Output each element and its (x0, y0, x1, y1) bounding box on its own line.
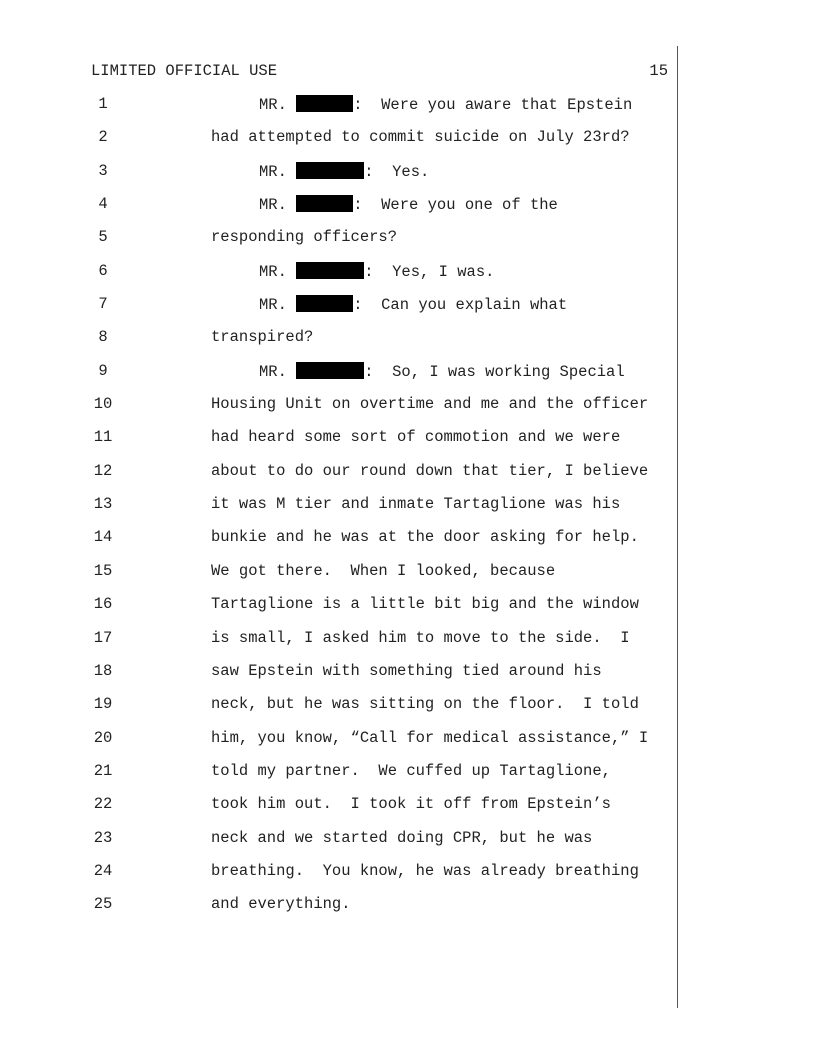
speech-text: : Yes, I was. (364, 262, 495, 281)
line-number: 11 (93, 428, 113, 447)
line-number: 2 (98, 128, 108, 147)
speaker-prefix: MR. (259, 362, 287, 381)
transcript-line (0, 629, 816, 662)
line-text: took him out. I took it off from Epstein’s (211, 795, 611, 814)
speaker-line-text (259, 362, 625, 381)
line-text: neck and we started doing CPR, but he was (211, 828, 593, 847)
speaker-prefix: MR. (259, 296, 287, 315)
line-number: 17 (93, 628, 113, 647)
transcript-line (0, 95, 816, 128)
speech-text: : So, I was working Special (364, 362, 625, 381)
transcript-line (0, 795, 816, 828)
transcript-line (0, 128, 816, 161)
speaker-line-text (259, 295, 567, 314)
line-text: it was M tier and inmate Tartaglione was his (211, 495, 621, 514)
transcript-line (0, 729, 816, 762)
classification-header: LIMITED OFFICIAL USE (91, 62, 278, 80)
line-number: 8 (98, 328, 108, 347)
speech-text: : Yes. (364, 162, 430, 181)
redaction-box (296, 295, 353, 312)
line-text: breathing. You know, he was already breathing (211, 861, 639, 880)
transcript-line (0, 462, 816, 495)
line-number: 19 (93, 695, 113, 714)
line-number: 10 (93, 395, 113, 414)
line-number: 4 (98, 195, 108, 214)
transcript-line (0, 695, 816, 728)
speaker-prefix: MR. (259, 262, 287, 281)
transcript-line (0, 295, 816, 328)
line-text: bunkie and he was at the door asking for help. (211, 528, 639, 547)
line-number: 6 (98, 261, 108, 280)
transcript-line (0, 895, 816, 928)
speech-text: : Can you explain what (353, 296, 568, 315)
line-text: neck, but he was sitting on the floor. I told (211, 695, 639, 714)
line-number: 14 (93, 528, 113, 547)
line-text: Housing Unit on overtime and me and the officer (211, 395, 649, 414)
redaction-box (296, 95, 353, 112)
speech-text: : Were you aware that Epstein (353, 96, 633, 114)
transcript-line (0, 595, 816, 628)
transcript-line (0, 495, 816, 528)
transcript-line (0, 262, 816, 295)
transcript-line (0, 195, 816, 228)
redaction-box (296, 195, 353, 212)
line-text: had heard some sort of commotion and we were (211, 428, 621, 447)
line-number: 25 (93, 895, 113, 914)
line-number: 16 (93, 595, 113, 614)
line-number: 21 (93, 761, 113, 780)
transcript-body (0, 95, 816, 929)
redaction-box (296, 262, 364, 279)
speaker-prefix: MR. (259, 196, 287, 215)
speaker-line-text (259, 95, 632, 114)
transcript-line (0, 228, 816, 261)
line-number: 22 (93, 795, 113, 814)
redaction-box (296, 162, 364, 179)
line-number: 20 (93, 728, 113, 747)
transcript-line (0, 162, 816, 195)
line-text: about to do our round down that tier, I believe (211, 461, 649, 480)
line-number: 24 (93, 861, 113, 880)
line-text: him, you know, “Call for medical assistance,” I (211, 728, 649, 747)
line-number: 3 (98, 161, 108, 180)
speaker-line-text (259, 195, 558, 214)
transcript-line (0, 762, 816, 795)
line-text: told my partner. We cuffed up Tartaglione, (211, 761, 611, 780)
speaker-prefix: MR. (259, 96, 287, 114)
line-number: 15 (93, 561, 113, 580)
transcript-line (0, 528, 816, 561)
line-text: responding officers? (211, 228, 398, 247)
speaker-line-text (259, 162, 429, 181)
line-number: 7 (98, 295, 108, 314)
line-number: 9 (98, 361, 108, 380)
page-number: 15 (649, 62, 668, 80)
line-number: 18 (93, 661, 113, 680)
line-text: We got there. When I looked, because (211, 561, 556, 580)
line-number: 5 (98, 228, 108, 247)
line-text: had attempted to commit suicide on July 23rd? (211, 128, 630, 147)
speech-text: : Were you one of the (353, 196, 558, 215)
transcript-line (0, 862, 816, 895)
line-number: 12 (93, 461, 113, 480)
transcript-line (0, 362, 816, 395)
line-text: is small, I asked him to move to the side. I (211, 628, 630, 647)
transcript-line (0, 662, 816, 695)
line-text: and everything. (211, 895, 351, 914)
line-number: 23 (93, 828, 113, 847)
line-number: 1 (98, 95, 108, 113)
transcript-line (0, 395, 816, 428)
speaker-line-text (259, 262, 494, 281)
line-text: Tartaglione is a little bit big and the window (211, 595, 639, 614)
line-text: transpired? (211, 328, 314, 347)
transcript-line (0, 562, 816, 595)
speaker-prefix: MR. (259, 162, 287, 181)
redaction-box (296, 362, 364, 379)
line-text: saw Epstein with something tied around his (211, 661, 602, 680)
transcript-line (0, 829, 816, 862)
transcript-line (0, 428, 816, 461)
line-number: 13 (93, 495, 113, 514)
transcript-line (0, 328, 816, 361)
